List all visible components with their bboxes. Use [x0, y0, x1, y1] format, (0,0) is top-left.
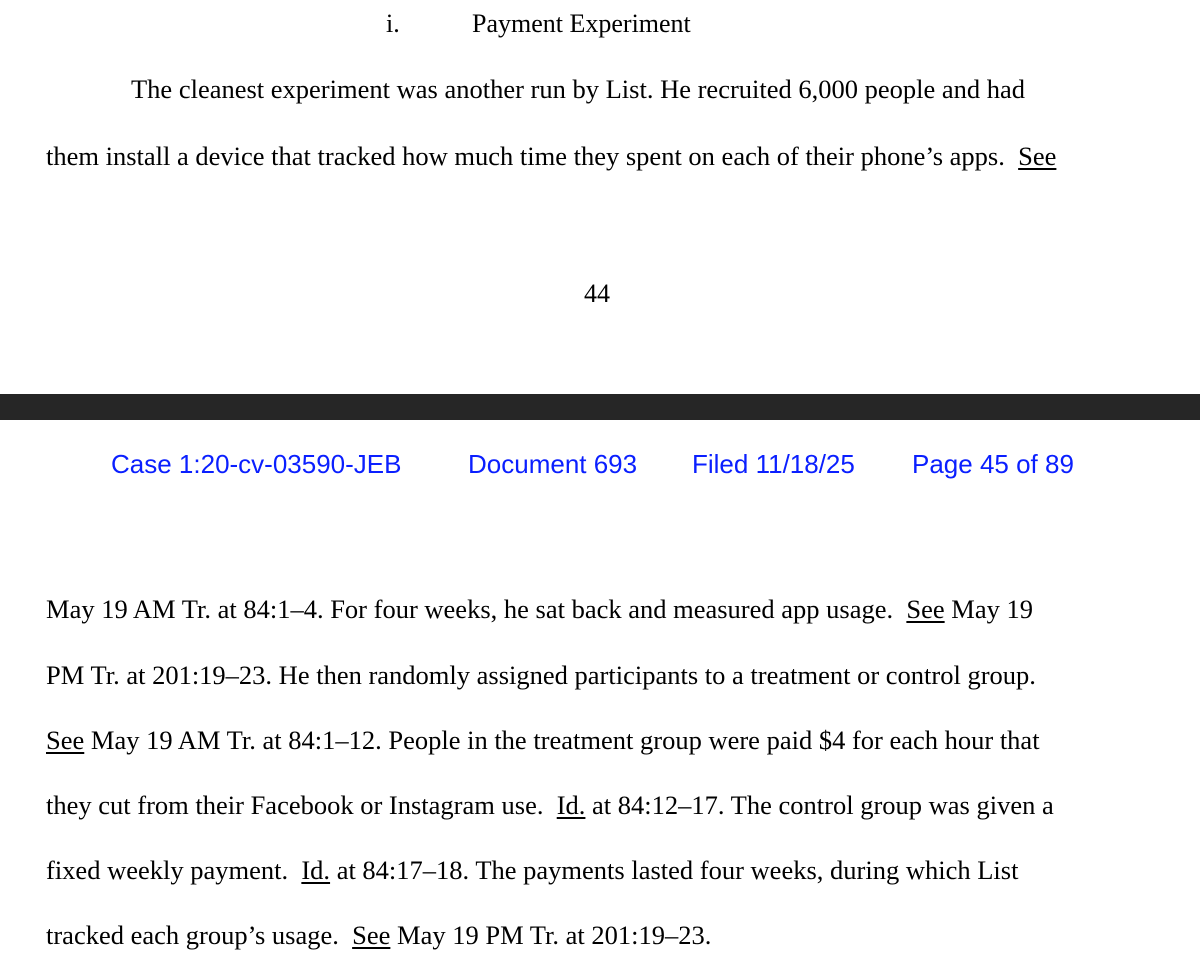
body-line-6-tail: May 19 PM Tr. at 201:19–23.: [397, 920, 712, 950]
body-line-6-text: tracked each group’s usage.: [46, 920, 339, 950]
paragraph-line-2-text: them install a device that tracked how much time they spent on each of their phone’s apps.: [46, 141, 1005, 171]
body-line-2: [46, 658, 1036, 692]
paragraph-line-1-text: The cleanest experiment was another run by List. He recruited 6,000 people and had: [131, 74, 1026, 104]
body-line-3-text: May 19 AM Tr. at 84:1–12. People in the treatment group were paid $4 for each hour that: [90, 725, 1040, 755]
body-line-4-text: they cut from their Facebook or Instagram use.: [46, 790, 544, 820]
citation-signal-see: See: [1018, 141, 1057, 171]
body-line-3: [46, 723, 1040, 757]
court-filing-header: [0, 444, 1200, 484]
body-line-1: [46, 592, 1033, 626]
body-line-1-tail: May 19: [951, 594, 1033, 624]
page-number: 44: [584, 279, 610, 308]
case-number: Case 1:20-cv-03590-JEB: [111, 449, 402, 479]
body-line-1-text: May 19 AM Tr. at 84:1–4. For four weeks, he sat back and measured app usage.: [46, 594, 894, 624]
citation-signal-id: Id.: [301, 855, 331, 885]
paragraph-line-1: [131, 72, 1025, 106]
citation-signal-see: See: [906, 594, 945, 624]
page-count: Page 45 of 89: [912, 449, 1074, 479]
section-title: Payment Experiment: [472, 9, 691, 38]
body-line-5-tail: at 84:17–18. The payments lasted four weeks, during which List: [336, 855, 1019, 885]
body-line-6: [46, 918, 711, 952]
document-number: Document 693: [468, 449, 638, 479]
citation-signal-id: Id.: [556, 790, 586, 820]
body-line-4-tail: at 84:12–17. The control group was given a: [592, 790, 1054, 820]
paragraph-line-2: [46, 139, 1056, 173]
body-line-4: [46, 788, 1054, 822]
section-numeral: i.: [386, 9, 400, 38]
body-line-5-text: fixed weekly payment.: [46, 855, 289, 885]
body-line-2-text: PM Tr. at 201:19–23. He then randomly assigned participants to a treatment or control group.: [46, 660, 1036, 690]
filed-date: Filed 11/18/25: [692, 449, 855, 479]
body-line-5: [46, 853, 1018, 887]
page-separator-bar: [0, 394, 1200, 420]
previous-page-bottom: [0, 0, 1200, 394]
citation-signal-see: See: [46, 725, 85, 755]
citation-signal-see: See: [352, 920, 391, 950]
